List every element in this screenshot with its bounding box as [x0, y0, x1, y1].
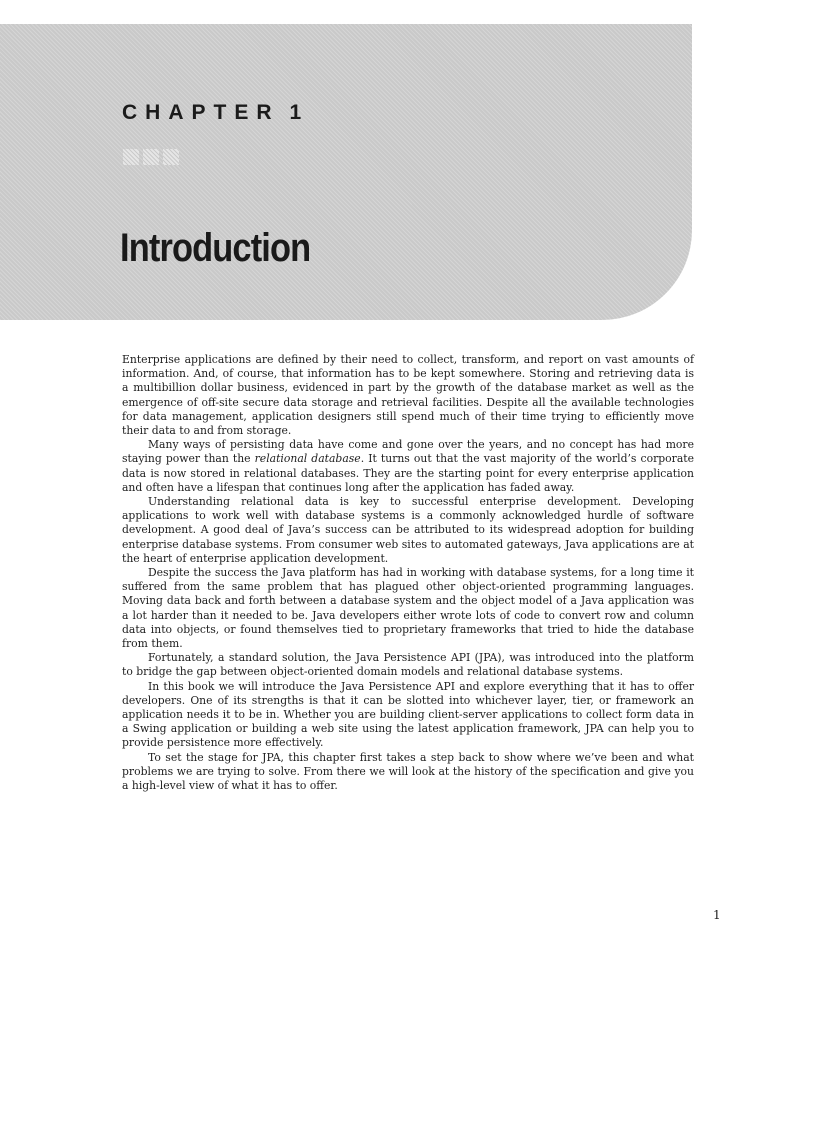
paragraph: Despite the success the Java platform has had in working with database systems, for a long time it suffered from the same problem that has plagued other object-oriented programming languages. Moving data back and forth between a database system and the object model of a Java application was a lot harder than it needed to be. Java developers either wrote lots of code to convert row and column data into objects, or found themselves tied to proprietary frameworks that tried to hide the database from them. — [122, 566, 694, 651]
paragraph-text: Many ways of persisting data have come and gone over the years, and no concept has had more staying power than the — [122, 438, 694, 466]
decoration-square — [143, 149, 159, 165]
paragraph: To set the stage for JPA, this chapter first takes a step back to show where we’ve been and what problems we are trying to solve. From there we will look at the history of the specification and give you a high-level view of what it has to offer. — [122, 750, 694, 793]
paragraph: In this book we will introduce the Java Persistence API and explore everything that it has to offer developers. One of its strengths is that it can be slotted into whichever layer, tier, or framework an application needs it to be in. Whether you are building client-server applications to collect form data in a Swing application or building a web site using the latest application framework, JPA can help you to provide persistence more effectively. — [122, 679, 694, 750]
page-number: 1 — [713, 908, 721, 922]
decoration-square — [163, 149, 179, 165]
chapter-header-band — [0, 24, 692, 320]
chapter-label-word: CHAPTER — [122, 101, 280, 124]
paragraph: Understanding relational data is key to successful enterprise development. Developing applications to work well with database systems is a commonly acknowledged hurdle of software development. A good deal of Java’s success can be attributed to its widespread adoption for building enterprise database systems. From consumer web sites to automated gateways, Java applications are at the heart of enterprise application development. — [122, 495, 694, 565]
chapter-title: Introduction — [120, 226, 311, 270]
emphasis-term: relational database — [254, 452, 361, 466]
chapter-label — [122, 101, 309, 125]
paragraph-text: . It turns out that the vast majority of the world’s corporate data is now stored in relational databases. They are the starting point for every enterprise application and often have a lifespan that continues long after the application has faded away. — [122, 452, 694, 494]
chapter-body — [122, 353, 694, 793]
chapter-number: 1 — [289, 101, 310, 124]
paragraph: Enterprise applications are defined by their need to collect, transform, and report on vast amounts of information. And, of course, that information has to be kept somewhere. Storing and retrieving data is a multibillion dollar business, evidenced in part by the growth of the database market as well as the emergence of off-site secure data storage and retrieval facilities. Despite all the available technologies for data management, application designers still spend much of their time trying to efficiently move their data to and from storage. — [122, 353, 694, 438]
chapter-decoration-squares — [123, 149, 179, 165]
paragraph — [122, 438, 694, 495]
decoration-square — [123, 149, 139, 165]
paragraph: Fortunately, a standard solution, the Java Persistence API (JPA), was introduced into the platform to bridge the gap between object-oriented domain models and relational database systems. — [122, 651, 694, 679]
